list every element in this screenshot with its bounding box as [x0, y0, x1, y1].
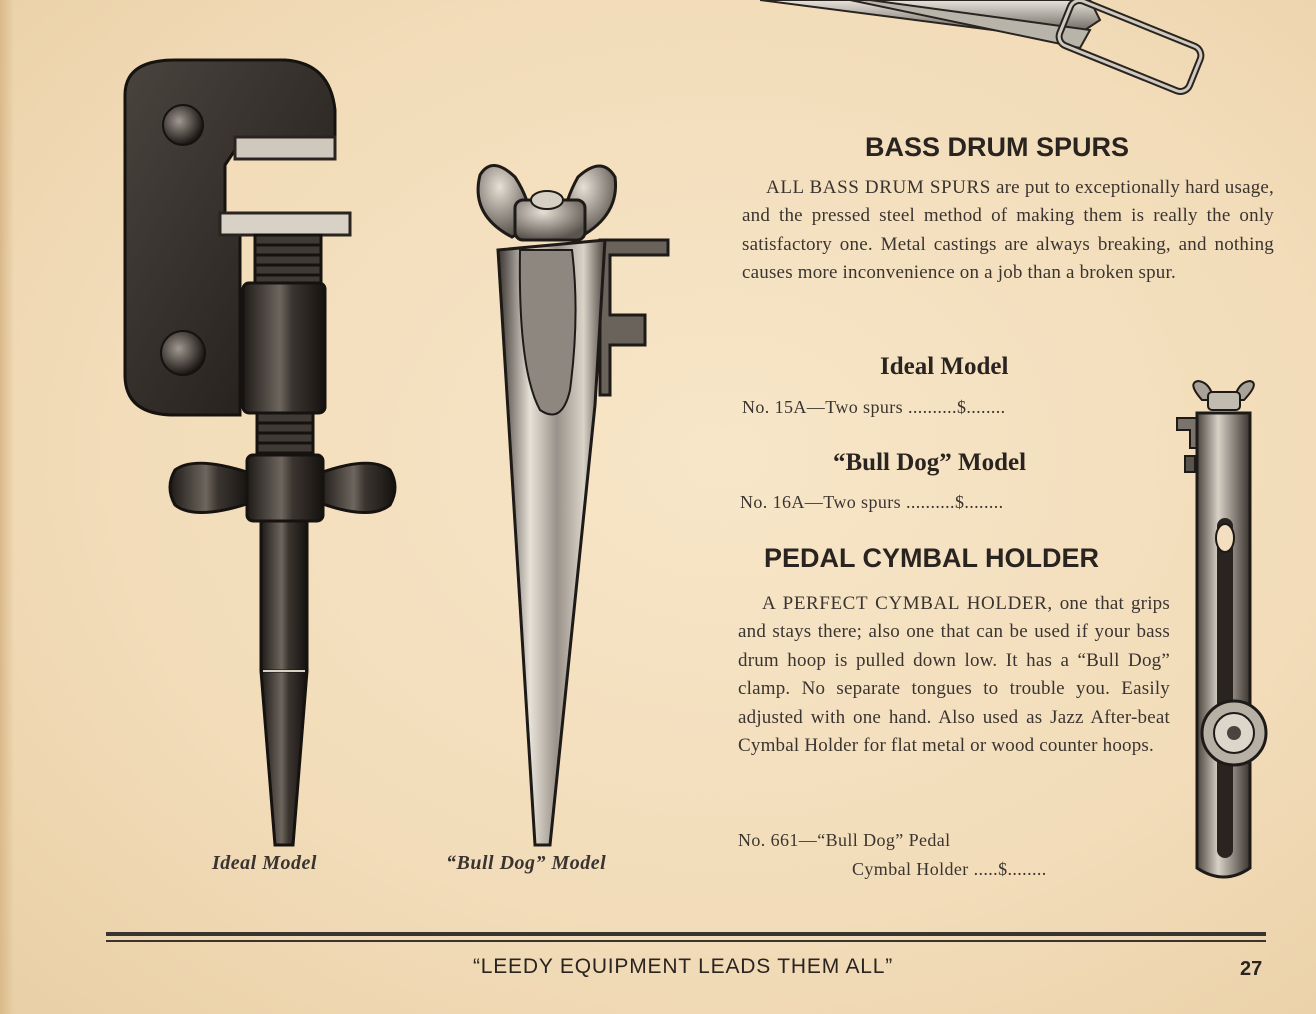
bass-drum-spurs-description — [742, 174, 1274, 288]
bass-drum-spurs-heading: BASS DRUM SPURS — [865, 132, 1130, 162]
ideal-model-caption: Ideal Model — [212, 852, 317, 874]
bull-dog-spur-illustration — [470, 155, 670, 855]
pedal-cymbal-holder-text: one that grips and stays there; also one that can be used if your bass drum hoop is pulled down low. It has a “Bull Dog” clamp. No separate tongues to trouble you. Easily adjusted with one hand. Also used as Jazz After-beat Cymbal Holder for flat metal or wood counter hoops. — [738, 593, 1170, 757]
pedal-cymbal-holder-price-line-2: Cymbal Holder .....$........ — [852, 859, 1047, 879]
pedal-cymbal-holder-description — [738, 590, 1170, 760]
ideal-model-spur-illustration — [115, 55, 405, 855]
pedal-cymbal-holder-heading: PEDAL CYMBAL HOLDER — [764, 543, 1100, 573]
footer-slogan: “LEEDY EQUIPMENT LEADS THEM ALL” — [472, 955, 894, 978]
top-cymbal-holder-illustration — [760, 0, 1230, 100]
bass-drum-spurs-lead: ALL BASS DRUM SPURS — [766, 177, 991, 198]
pedal-cymbal-holder-illustration — [1172, 378, 1272, 886]
page-edge-shadow — [0, 0, 14, 1014]
bass-drum-spurs-text: are put to exceptionally hard usage, and the pressed steel method of making them is really the only satisfactory one. Metal castings are always breaking, and nothing causes more inconvenience on a job than a broken spur. — [742, 177, 1274, 284]
bull-dog-model-heading: “Bull Dog” Model — [833, 449, 1027, 476]
pedal-cymbal-holder-lead: A PERFECT CYMBAL HOLDER, — [762, 593, 1053, 614]
bull-dog-model-price-line: No. 16A—Two spurs ..........$........ — [740, 492, 1004, 512]
ideal-model-heading: Ideal Model — [880, 353, 1009, 380]
page-number: 27 — [1240, 958, 1263, 980]
bull-dog-model-caption: “Bull Dog” Model — [446, 852, 607, 874]
pedal-cymbal-holder-price-line-1: No. 661—“Bull Dog” Pedal — [738, 830, 951, 850]
footer-rule-thick — [106, 932, 1266, 936]
ideal-model-price-line: No. 15A—Two spurs ..........$........ — [742, 397, 1006, 417]
footer-rule-thin — [106, 940, 1266, 942]
